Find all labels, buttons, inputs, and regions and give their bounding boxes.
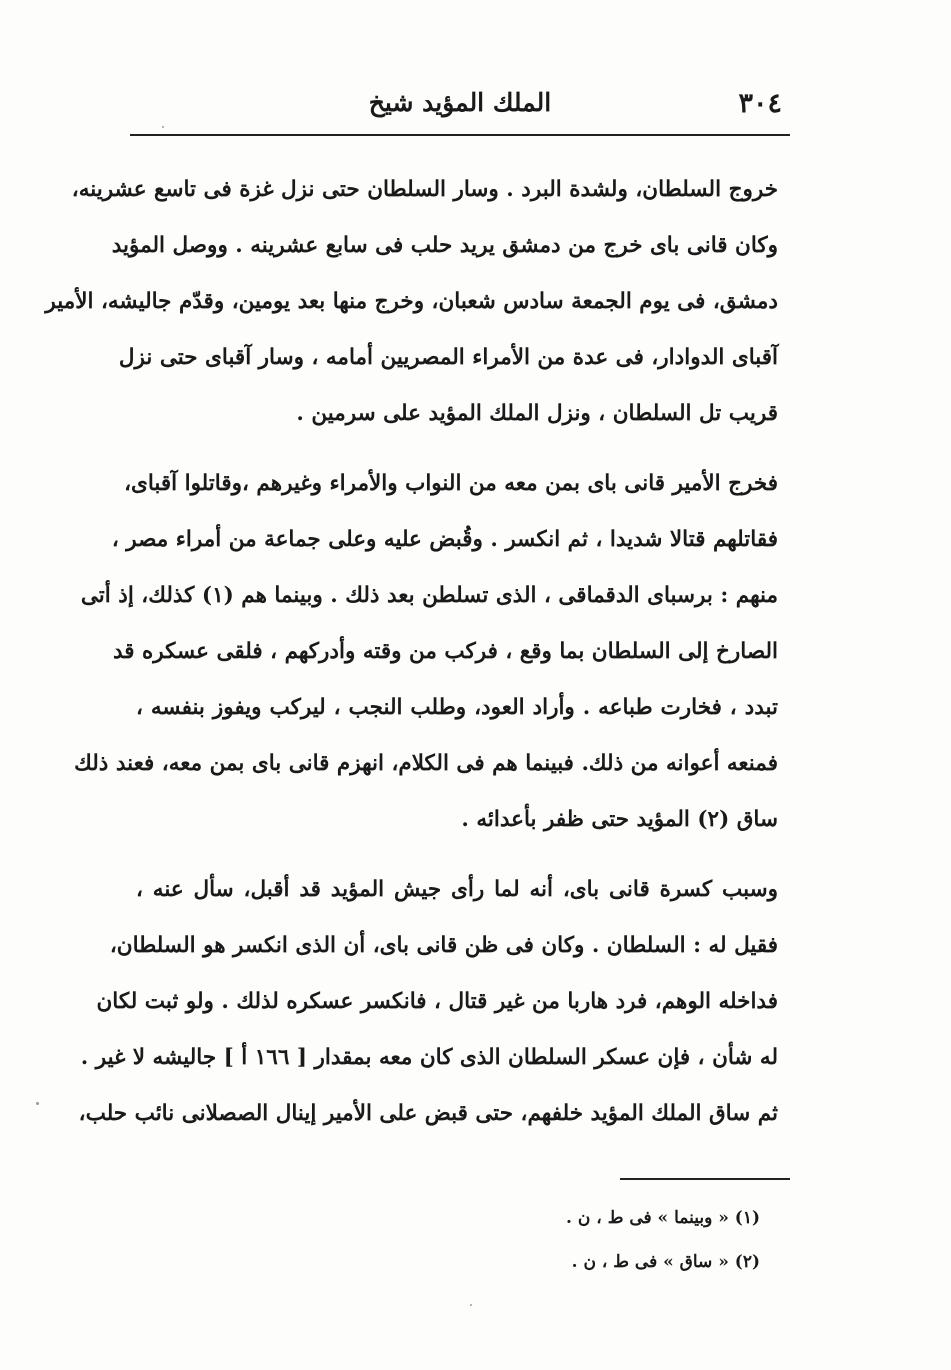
paragraph-2 bbox=[74, 456, 778, 848]
text-line: منهم : برسباى الدقماقى ، الذى تسلطن بعد ذلك . وبينما هم (١) كذلك، إذ أتى bbox=[80, 583, 778, 608]
page-number: ٣٠٤ bbox=[738, 88, 782, 119]
text-line: خروج السلطان، ولشدة البرد . وسار السلطان حتى نزل غزة فى تاسع عشرينه، bbox=[71, 177, 778, 202]
text-line: فمنعه أعوانه من ذلك. فبينما هم فى الكلام، انهزم قانى باى بمن معه، فعند ذلك bbox=[74, 751, 778, 776]
footnotes bbox=[300, 1196, 760, 1284]
paper-speck bbox=[162, 126, 164, 128]
text-line: الصارخ إلى السلطان بما وقع ، فركب من وقته وأدركهم ، فلقى عسكره قد bbox=[112, 639, 778, 664]
text-line: فقاتلهم قتالا شديدا ، ثم انكسر . وقُبض عليه وعلى جماعة من أمراء مصر ، bbox=[111, 527, 778, 552]
paragraph-1 bbox=[45, 162, 778, 442]
paragraph-gap bbox=[136, 442, 778, 456]
footnote-2: (٢) « ساق » فى ط ، ن . bbox=[571, 1252, 760, 1272]
paragraph-gap bbox=[136, 848, 778, 862]
text-line: ساق (٢) المؤيد حتى ظفر بأعدائه . bbox=[461, 807, 778, 832]
text-line: فقيل له : السلطان . وكان فى ظن قانى باى، أن الذى انكسر هو السلطان، bbox=[109, 933, 778, 958]
text-line: وكان قانى باى خرج من دمشق يريد حلب فى سابع عشرينه . ووصل المؤيد bbox=[111, 233, 778, 258]
text-line: دمشق، فى يوم الجمعة سادس شعبان، وخرج منها بعد يومين، وقدّم جاليشه، الأمير bbox=[45, 289, 778, 314]
text-line: قريب تل السلطان ، ونزل الملك المؤيد على سرمين . bbox=[296, 401, 778, 426]
text-line: آقباى الدوادار، فى عدة من الأمراء المصريين أمامه ، وسار آقباى حتى نزل bbox=[118, 345, 778, 370]
footnote-rule bbox=[620, 1178, 790, 1180]
paper-speck bbox=[470, 1304, 472, 1306]
text-line: فداخله الوهم، فرد هاربا من غير قتال ، فانكسر عسكره لذلك . ولو ثبت لكان bbox=[96, 989, 778, 1014]
body-text bbox=[45, 162, 778, 1142]
text-line: وسبب كسرة قانى باى، أنه لما رأى جيش المؤيد قد أقبل، سأل عنه ، bbox=[136, 877, 778, 902]
paragraph-3 bbox=[78, 862, 778, 1142]
page-header bbox=[130, 86, 790, 130]
paper-speck bbox=[36, 1102, 39, 1105]
text-line: فخرج الأمير قانى باى بمن معه من النواب والأمراء وغيرهم ،وقاتلوا آقباى، bbox=[124, 471, 778, 496]
footnote-1: (١) « وبينما » فى ط ، ن . bbox=[566, 1208, 760, 1228]
header-rule bbox=[130, 134, 790, 136]
text-line: تبدد ، فخارت طباعه . وأراد العود، وطلب النجب ، ليركب ويفوز بنفسه ، bbox=[136, 695, 778, 720]
text-line: ثم ساق الملك المؤيد خلفهم، حتى قبض على الأمير إينال الصصلانى نائب حلب، bbox=[78, 1101, 778, 1126]
text-line: له شأن ، فإن عسكر السلطان الذى كان معه بمقدار [ ١٦٦ أ ] جاليشه لا غير . bbox=[80, 1045, 778, 1070]
running-title: الملك المؤيد شيخ bbox=[368, 88, 552, 117]
